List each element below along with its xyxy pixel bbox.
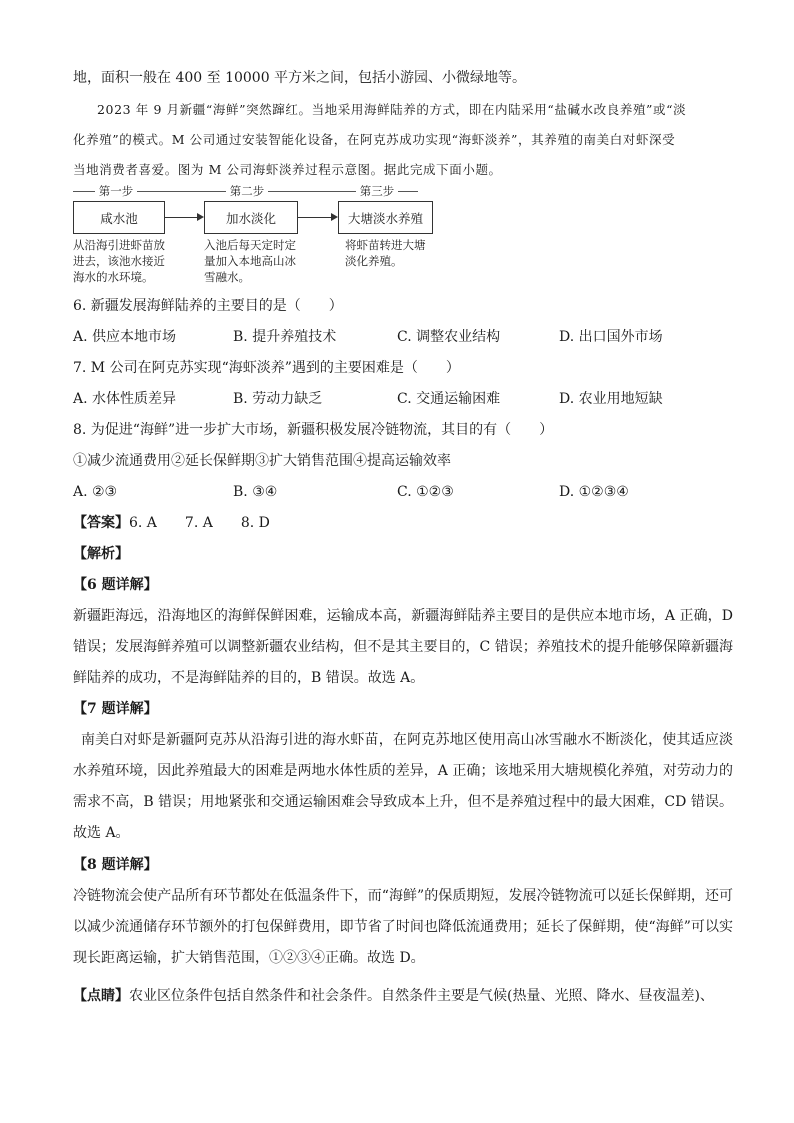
step-2-label: 第二步 bbox=[229, 184, 265, 198]
tip-line bbox=[73, 986, 734, 1006]
arrow-1-head bbox=[197, 213, 204, 221]
q7-option-c: C. 交通运输困难 bbox=[397, 391, 501, 407]
q8-option-a: A. ②③ bbox=[73, 484, 118, 500]
question-8-statements: ①减少流通费用②延长保鲜期③扩大销售范围④提高运输效率 bbox=[73, 453, 451, 469]
q6-option-d: D. 出口国外市场 bbox=[559, 329, 663, 345]
material-line-3: 当地消费者喜爱。图为 M 公司海虾淡养过程示意图。据此完成下面小题。 bbox=[73, 162, 502, 177]
q6-option-b: B. 提升养殖技术 bbox=[233, 329, 337, 345]
question-7-stem: 7. M 公司在阿克苏实现“海虾淡养”遇到的主要困难是（ ） bbox=[73, 360, 460, 376]
step-3-box: 大塘淡水养殖 bbox=[338, 201, 433, 234]
step-3-label: 第三步 bbox=[359, 184, 395, 198]
answer-line bbox=[73, 513, 734, 533]
process-diagram bbox=[73, 183, 433, 284]
answer-text: 6. A 7. A 8. D bbox=[129, 515, 270, 531]
arrow-1 bbox=[165, 217, 197, 218]
step-1-box: 咸水池 bbox=[73, 201, 165, 234]
q6-option-c: C. 调整农业结构 bbox=[397, 329, 501, 345]
step-3-description: 将虾苗转进大塘 淡化养殖。 bbox=[345, 238, 426, 268]
question-6-options bbox=[73, 327, 733, 347]
question-8-stem: 8. 为促进“海鲜”进一步扩大市场，新疆积极发展冷链物流，其目的有（ ） bbox=[73, 422, 554, 438]
tip-text: 农业区位条件包括自然条件和社会条件。自然条件主要是气候(热量、光照、降水、昼夜温差)、 bbox=[129, 988, 714, 1004]
step-1-description: 从沿海引进虾苗放 进去，该池水接近 海水的水环境。 bbox=[73, 238, 165, 284]
q7-option-d: D. 农业用地短缺 bbox=[559, 391, 663, 407]
detail-6-title: 【6 题详解】 bbox=[73, 577, 158, 593]
q8-option-d: D. ①②③④ bbox=[559, 484, 629, 500]
detail-8-title: 【8 题详解】 bbox=[73, 857, 158, 873]
arrow-2 bbox=[298, 217, 331, 218]
material-line-2: 化养殖”的模式。M 公司通过安装智能化设备，在阿克苏成功实现“海虾淡养”，其养殖的南美白对虾深受 bbox=[73, 132, 676, 147]
answer-label: 【答案】 bbox=[73, 515, 129, 531]
q7-option-a: A. 水体性质差异 bbox=[73, 391, 177, 407]
q7-option-b: B. 劳动力缺乏 bbox=[233, 391, 323, 407]
question-7-options bbox=[73, 389, 733, 409]
q6-option-a: A. 供应本地市场 bbox=[73, 329, 177, 345]
detail-6-paragraph: 新疆距海远，沿海地区的海鲜保鲜困难，运输成本高，新疆海鲜陆养主要目的是供应本地市场，A 正确，D 错误；发展海鲜养殖可以调整新疆农业结构，但不是其主要目的，C 错误；养殖技术的提升能够保障新疆海鲜陆养的成功，不是海鲜陆养的目的，B 错误。故选 A。 bbox=[73, 608, 733, 686]
detail-8-paragraph: 冷链物流会使产品所有环节都处在低温条件下，而“海鲜”的保质期短，发展冷链物流可以延长保鲜期，还可以减少流通储存环节额外的打包保鲜费用，即节省了时间也降低流通费用；延长了保鲜期，使“海鲜”可以实现长距离运输，扩大销售范围，①②③④正确。故选 D。 bbox=[73, 888, 733, 966]
step-1-label: 第一步 bbox=[98, 184, 134, 198]
question-6-stem: 6. 新疆发展海鲜陆养的主要目的是（ ） bbox=[73, 298, 343, 314]
detail-7-title: 【7 题详解】 bbox=[73, 701, 158, 717]
question-8-options bbox=[73, 482, 733, 502]
tip-label: 【点睛】 bbox=[73, 988, 129, 1004]
arrow-2-head bbox=[331, 213, 338, 221]
step-2-box: 加水淡化 bbox=[204, 201, 298, 234]
intro-fragment: 地，面积一般在 400 至 10000 平方米之间，包括小游园、小微绿地等。 bbox=[73, 70, 527, 86]
detail-7-paragraph: 南美白对虾是新疆阿克苏从沿海引进的海水虾苗，在阿克苏地区使用高山冰雪融水不断淡化，使其适应淡水养殖环境，因此养殖最大的困难是两地水体性质的差异，A 正确；该地采用大塘规模化养殖，对劳动力的需求不高，B 错误；用地紧张和交通运输困难会导致成本上升，但不是养殖过程中的最大困难，CD 错误。故选 A。 bbox=[73, 732, 733, 841]
step-2-description: 入池后每天定时定 量加入本地高山冰 雪融水。 bbox=[204, 238, 296, 284]
q8-option-c: C. ①②③ bbox=[397, 484, 454, 500]
q8-option-b: B. ③④ bbox=[233, 484, 278, 500]
analysis-label: 【解析】 bbox=[73, 546, 129, 562]
material-line-1: 2023 年 9 月新疆“海鲜”突然蹿红。当地采用海鲜陆养的方式，即在内陆采用“盐碱水改良养殖”或“淡 bbox=[97, 102, 687, 117]
